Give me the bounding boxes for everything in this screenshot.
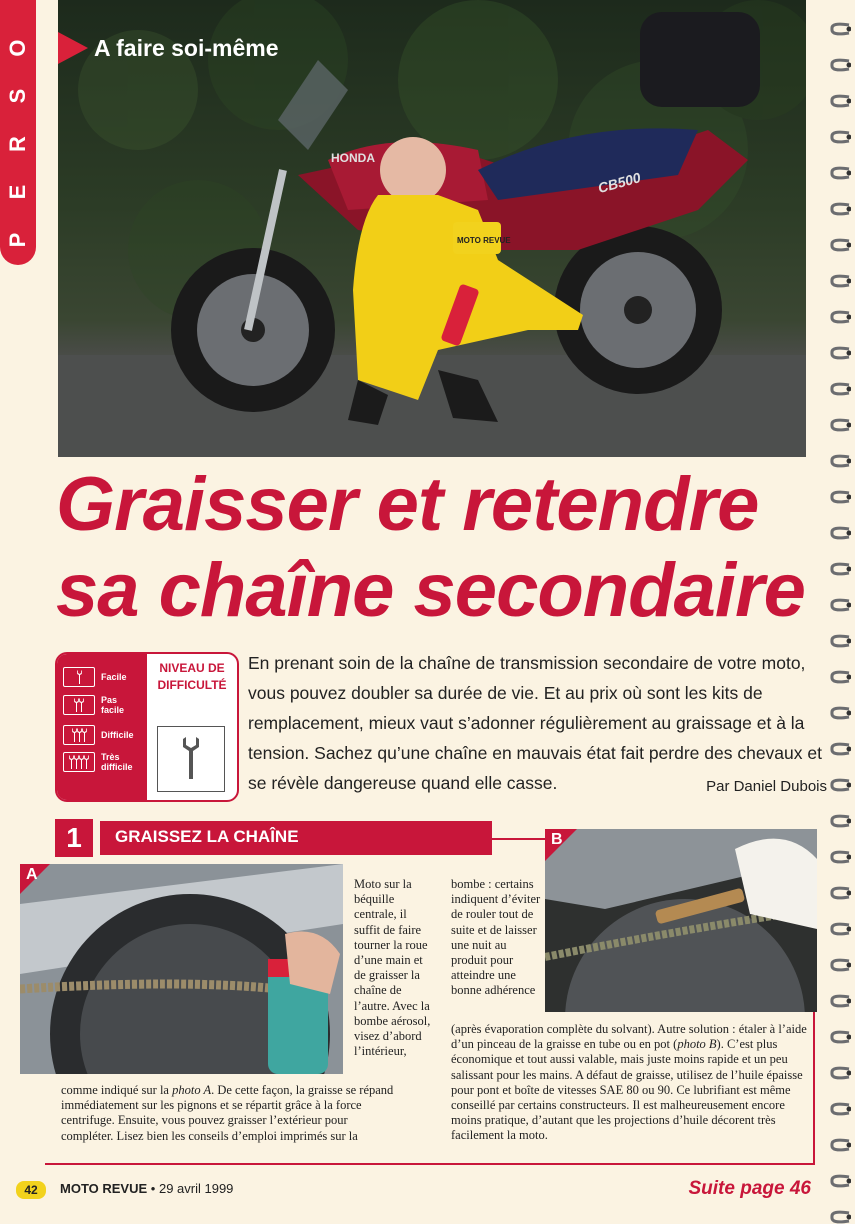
section-tab (0, 0, 36, 265)
wrench-count-icon (63, 667, 95, 687)
binding-ring-icon (829, 670, 851, 684)
binding-ring-icon (829, 886, 851, 900)
binding-ring-icon (829, 346, 851, 360)
binding-ring-icon (829, 238, 851, 252)
binding-ring-icon (829, 202, 851, 216)
bike-model-decal: CB500 (596, 169, 643, 196)
binding-ring-icon (829, 526, 851, 540)
section-label-text: A faire soi-même (94, 34, 279, 61)
page-number: 42 (16, 1181, 46, 1199)
chain-spray-illustration (20, 864, 343, 1074)
binding-ring-icon (829, 310, 851, 324)
binding-ring-icon (829, 130, 851, 144)
binding-ring-icon (829, 778, 851, 792)
binding-ring-icon (829, 490, 851, 504)
tab-letter: E (5, 184, 30, 200)
tank-brand: HONDA (331, 151, 375, 165)
binding-ring-icon (829, 418, 851, 432)
section-tab-label (0, 18, 36, 258)
binding-ring-icon (829, 382, 851, 396)
photo-a (20, 864, 343, 1074)
binding-ring-icon (829, 994, 851, 1008)
chain-brush-illustration (545, 829, 817, 1012)
arrow-right-icon (58, 32, 88, 64)
difficulty-level-label: Pas facile (101, 695, 125, 715)
step-title: GRAISSEZ LA CHAÎNE (115, 827, 299, 846)
binding-ring-icon (829, 706, 851, 720)
difficulty-level-label: Facile (101, 672, 127, 682)
difficulty-level (63, 695, 141, 715)
section-label (58, 32, 279, 64)
intro-paragraph: En prenant soin de la chaîne de transmission secondaire de votre moto, vous pouvez doubler sa durée de vie. Et au prix où sont les kits de remplacement, mieux vaut s’adonner régulièrement au graissage et à la tension. Sachez qu’une chaîne en mauvais état fait perdre des chevaux et se révèle dangereuse quand elle casse. (248, 653, 822, 793)
binding-ring-icon (829, 454, 851, 468)
binding-ring-icon (829, 1210, 851, 1224)
binding-ring-icon (829, 58, 851, 72)
spiral-binding (821, 0, 855, 1220)
binding-ring-icon (829, 1066, 851, 1080)
tab-letter: R (5, 136, 30, 152)
difficulty-level (63, 725, 141, 745)
wrench-count-icon (63, 695, 95, 715)
motorcycle-illustration (58, 0, 806, 457)
paragraph-bottom-left: comme indiqué sur la photo A. De cette façon, la graisse se répand immédiatement sur les pignons et se répartit grâce à la force centrifuge. Ensuite, vous pouvez graisser l’extérieur pour compléter. Lisez bien les conseils d’emploi imprimés sur la (61, 1083, 394, 1143)
page-title (56, 462, 816, 634)
binding-ring-icon (829, 598, 851, 612)
paragraph-bottom-right: (après évaporation complète du solvant). Autre solution : étaler à l’aide d’un pinceau de la graisse en tube ou en pot (photo B). C’est plus économique et tout aussi valable, mais juste moins rapide et un peu salissant pour les mains. A défaut de graisse, utilisez de l’huile épaisse pour pont et boîte de vitesses SAE 80 ou 90. Ce lubrifiant est même conseillé par certains constructeurs. Il est malheureusement encore moins pratique, d’autant que les projections d’huile décorent très facilement la moto. (451, 1022, 807, 1143)
binding-ring-icon (829, 958, 851, 972)
continued-on: Suite page 46 (688, 1178, 811, 1199)
step-number: 1 (55, 819, 93, 857)
difficulty-level-label: Très difficile (101, 752, 133, 772)
wrench-count-icon (63, 752, 95, 772)
difficulty-level (63, 667, 141, 687)
binding-ring-icon (829, 94, 851, 108)
binding-ring-icon (829, 634, 851, 648)
binding-ring-icon (829, 274, 851, 288)
binding-ring-icon (829, 22, 851, 36)
column-1: Moto sur la béquille centrale, il suffit de faire tourner la roue d’une main et de graisser la chaîne de l’autre. Avec la bombe aérosol, visez d’abord l’intérieur, (354, 877, 431, 1059)
photo-a-label: A (26, 866, 38, 883)
difficulty-level-label: Difficile (101, 730, 134, 740)
binding-ring-icon (829, 1030, 851, 1044)
tab-letter: O (5, 39, 30, 57)
step-frame-right (813, 1012, 815, 1165)
hero-photo (58, 0, 806, 457)
difficulty-level-indicator (157, 726, 225, 792)
photo-b-label: B (551, 831, 563, 848)
tab-letter: S (5, 88, 30, 104)
title-line-2: sa chaîne secondaire (56, 548, 805, 633)
binding-ring-icon (829, 742, 851, 756)
publication-line: MOTO REVUE • 29 avril 1999 (60, 1181, 234, 1196)
binding-ring-icon (829, 850, 851, 864)
binding-ring-icon (829, 1102, 851, 1116)
binding-ring-icon (829, 166, 851, 180)
frame-line (492, 838, 550, 840)
difficulty-level (63, 752, 141, 772)
title-line-1: Graisser et retendre (56, 462, 759, 547)
step-frame-bottom (45, 1163, 815, 1165)
wrench-icon (180, 735, 202, 783)
tab-letter: P (5, 232, 30, 248)
binding-ring-icon (829, 1138, 851, 1152)
svg-text:MOTO REVUE: MOTO REVUE (457, 236, 511, 245)
column-2: bombe : certains indiquent d’éviter de rouler tout de suite et de laisser une nuit au produit pour atteindre une bonne adhérence (451, 877, 541, 998)
binding-ring-icon (829, 1174, 851, 1188)
binding-ring-icon (829, 814, 851, 828)
photo-b (545, 829, 817, 1012)
wrench-count-icon (63, 725, 95, 745)
difficulty-title: NIVEAU DE DIFFICULTÉ (157, 661, 227, 692)
binding-ring-icon (829, 562, 851, 576)
byline: Par Daniel Dubois (706, 778, 827, 795)
binding-ring-icon (829, 922, 851, 936)
